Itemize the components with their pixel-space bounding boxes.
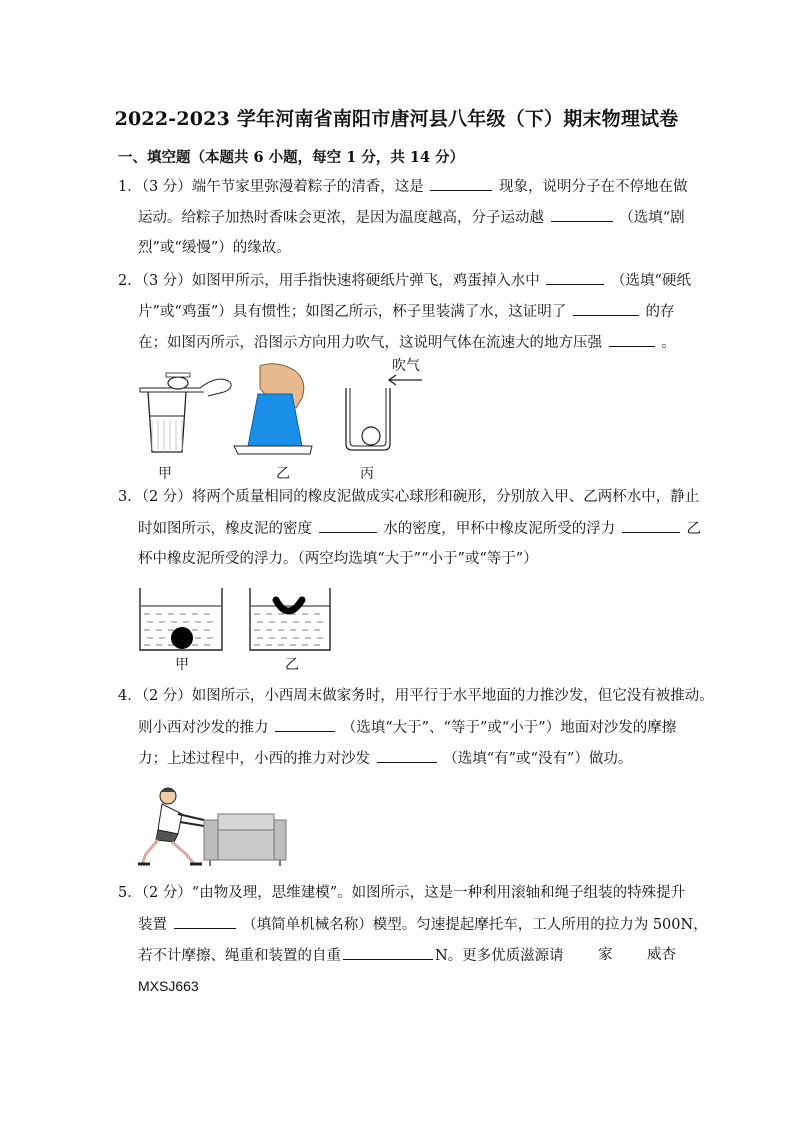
q5-line-4: MXSJ663 <box>138 978 199 994</box>
q2-blank-3[interactable] <box>609 332 655 347</box>
exam-title: 2022-2023 学年河南省南阳市唐河县八年级（下）期末物理试卷 <box>114 108 679 130</box>
q5-blank-2[interactable] <box>343 945 433 960</box>
q2-text-1a: 2．（3 分）如图甲所示，用手指快速将硬纸片弹飞，鸡蛋掉入水中 <box>118 273 540 289</box>
q5-text-2a: 装置 <box>138 917 167 933</box>
q2-line-2 <box>138 301 674 322</box>
blow-arrow <box>386 374 424 386</box>
egg-card-glass-illustration <box>138 364 238 460</box>
q3-text-2c: 乙 <box>686 521 701 537</box>
q2-blank-2[interactable] <box>573 301 639 316</box>
q1-line-1 <box>118 176 688 197</box>
q5-line-1: 5．（2 分）“由物及理，思维建模”。如图所示，这是一种利用滚轴和绳子组装的特殊提升 <box>118 885 686 901</box>
q1-line-2 <box>138 207 685 228</box>
q5-line-3 <box>138 945 676 966</box>
q4-blank-2[interactable] <box>377 748 437 763</box>
q4-text-3a: 力；上述过程中，小西的推力对沙发 <box>138 751 370 767</box>
boy-pushing-sofa-illustration <box>138 784 288 868</box>
cup-with-bowl-illustration <box>248 586 332 652</box>
q3-line-2 <box>138 518 701 539</box>
q4-text-2a: 则小西对沙发的推力 <box>138 720 269 736</box>
q4-line-2 <box>138 717 676 738</box>
q2-caption-jia: 甲 <box>158 466 172 482</box>
q5-text-2b: （填简单机械名称）模型。匀速提起摩托车，工人所用的拉力为 500N， <box>242 917 708 933</box>
q2-blow-label: 吹气 <box>392 358 420 374</box>
q2-figure-bing <box>340 384 396 454</box>
q2-line-3 <box>138 332 676 353</box>
q3-figure-yi <box>248 586 332 652</box>
q1-blank-2[interactable] <box>551 207 613 222</box>
q4-line-3 <box>138 748 632 769</box>
q5-text-3a: 若不计摩擦、绳重和装置的自重 <box>138 948 341 964</box>
arrow-left-icon <box>386 374 424 386</box>
q5-text-3-group <box>138 945 564 966</box>
q5-text-3c: 家 <box>598 947 613 963</box>
q2-figure-yi <box>232 362 318 462</box>
q2-blank-1[interactable] <box>546 270 604 285</box>
u-tube-ball-illustration <box>340 384 396 454</box>
q1-line-3: 烈”或“缓慢”）的缘故。 <box>138 240 291 256</box>
q2-text-2a: 片”或“鸡蛋”）具有惯性；如图乙所示，杯子里装满了水，这证明了 <box>138 304 567 320</box>
inverted-cup-illustration <box>232 362 318 462</box>
q2-text-3b: 。 <box>661 335 676 351</box>
q4-text-2b: （选填“大于”、“等于”或“小于”）地面对沙发的摩擦 <box>341 720 677 736</box>
q2-figure-jia <box>138 364 238 460</box>
q1-blank-1[interactable] <box>430 176 492 191</box>
section-heading: 一、填空题（本题共 6 小题，每空 1 分，共 14 分） <box>118 149 465 166</box>
cup-with-ball-illustration <box>138 586 224 652</box>
q1-text-2a: 运动。给粽子加热时香味会更浓，是因为温度越高，分子运动越 <box>138 210 544 226</box>
q2-text-2b: 的存 <box>645 304 675 320</box>
q2-caption-bing: 丙 <box>360 466 374 482</box>
q3-line-3: 杯中橡皮泥所受的浮力。（两空均选填“大于”“小于”或“等于”） <box>138 551 538 567</box>
q4-blank-1[interactable] <box>275 717 335 732</box>
q5-text-3b: N。更多优质滋源请 <box>435 948 564 964</box>
q3-text-2a: 时如图所示，橡皮泥的密度 <box>138 521 312 537</box>
q5-text-3d: 威杏 <box>647 947 676 963</box>
q1-text-2b: （选填“剧 <box>619 210 685 226</box>
q3-blank-1[interactable] <box>319 518 377 533</box>
q3-caption-yi: 乙 <box>285 657 299 673</box>
q1-text-1a: 1．（3 分）端午节家里弥漫着粽子的清香，这是 <box>118 179 424 195</box>
q4-figure-push-sofa <box>138 784 288 868</box>
q2-caption-yi: 乙 <box>276 466 290 482</box>
q5-blank-1[interactable] <box>174 914 236 929</box>
q3-caption-jia: 甲 <box>175 657 189 673</box>
q3-line-1: 3．（2 分）将两个质量相同的橡皮泥做成实心球形和碗形，分别放入甲、乙两杯水中，静止 <box>118 489 700 505</box>
q3-figure-jia <box>138 586 224 652</box>
q2-text-3a: 在；如图丙所示，沿图示方向用力吹气，这说明气体在流速大的地方压强 <box>138 335 602 351</box>
q5-line-2 <box>138 914 708 935</box>
q1-text-1b: 现象，说明分子在不停地在做 <box>499 179 688 195</box>
q3-blank-2[interactable] <box>622 518 680 533</box>
q4-text-3b: （选填“有”或“没有”）做功。 <box>443 751 633 767</box>
q2-text-1b: （选填“硬纸 <box>611 273 691 289</box>
q4-line-1: 4．（2 分）如图所示，小西周末做家务时，用平行于水平地面的力推沙发，但它没有被推动。 <box>118 688 714 704</box>
q2-line-1 <box>118 270 691 291</box>
q3-text-2b: 水的密度，甲杯中橡皮泥所受的浮力 <box>383 521 616 537</box>
